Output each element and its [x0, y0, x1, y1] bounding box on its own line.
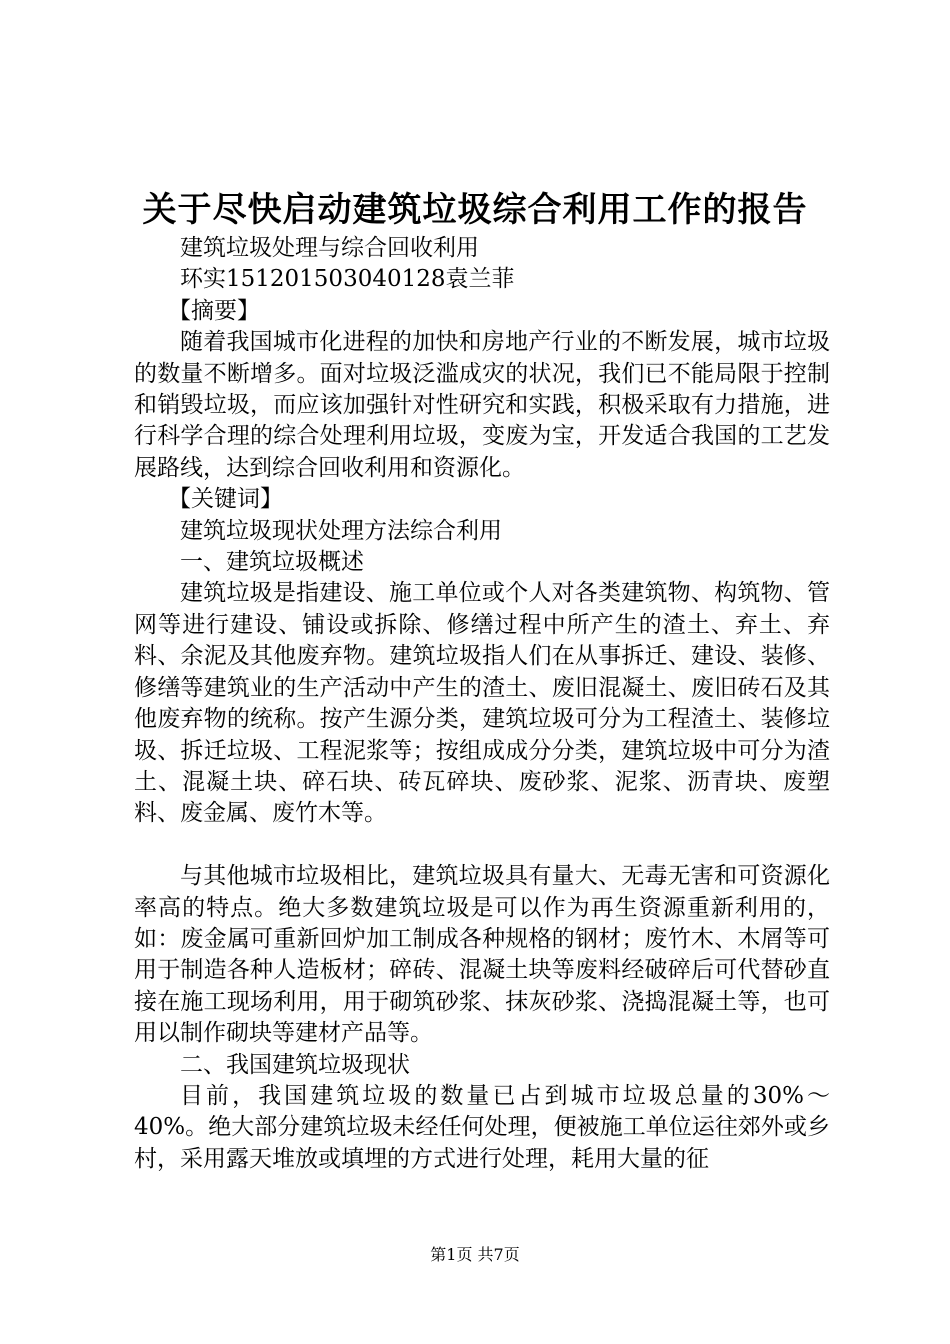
section-1-paragraph-2: 与其他城市垃圾相比，建筑垃圾具有量大、无毒无害和可资源化率高的特点。绝大多数建筑垃圾是可以作为再生资源重新利用的，如：废金属可重新回炉加工制成各种规格的钢材；废竹木、木屑等可用于制造各种人造板材；碎砖、混凝土块等废料经破碎后可代替砂直接在施工现场利用，用于砌筑砂浆、抹灰砂浆、浇捣混凝土等，也可用以制作砌块等建材产品等。: [134, 863, 830, 1047]
section-2-heading: 二、我国建筑垃圾现状: [180, 1051, 410, 1078]
blank-line: [134, 830, 830, 861]
keywords-text: 建筑垃圾现状处理方法综合利用: [180, 517, 502, 544]
section-1-paragraph-1: 建筑垃圾是指建设、施工单位或个人对各类建筑物、构筑物、管网等进行建设、铺设或拆除、修缮过程中所产生的渣土、弃土、弃料、余泥及其他废弃物。建筑垃圾指人们在从事拆迁、建设、装修、修缮等建筑业的生产活动中产生的渣土、废旧混凝土、废旧砖石及其他废弃物的统称。按产生源分类，建筑垃圾可分为工程渣土、装修垃圾、拆迁垃圾、工程泥浆等；按组成成分分类，建筑垃圾中可分为渣土、混凝土块、碎石块、砖瓦碎块、废砂浆、泥浆、沥青块、废塑料、废金属、废竹木等。: [134, 580, 830, 827]
abstract-heading: 【摘要】: [168, 297, 260, 324]
section-2-paragraph-1: 目前，我国建筑垃圾的数量已占到城市垃圾总量的30%～40%。绝大部分建筑垃圾未经任何处理，便被施工单位运往郊外或乡村，采用露天堆放或填埋的方式进行处理，耗用大量的征: [134, 1082, 830, 1172]
document-title: 关于尽快启动建筑垃圾综合利用工作的报告: [142, 190, 808, 230]
section-1-heading: 一、建筑垃圾概述: [180, 549, 364, 576]
document-body: [134, 233, 830, 1175]
subtitle: 建筑垃圾处理与综合回收利用: [180, 235, 479, 261]
keywords-heading: 【关键词】: [168, 486, 283, 513]
page-number-footer: 第1页 共7页: [430, 1245, 520, 1264]
abstract-text: 随着我国城市化进程的加快和房地产行业的不断发展，城市垃圾的数量不断增多。面对垃圾泛滥成灾的状况，我们已不能局限于控制和销毁垃圾，而应该加强针对性研究和实践，积极采取有力措施，进行科学合理的综合处理利用垃圾，变废为宝，开发适合我国的工艺发展路线，达到综合回收利用和资源化。: [134, 329, 830, 481]
author-line: 环实151201503040128袁兰菲: [180, 266, 515, 293]
